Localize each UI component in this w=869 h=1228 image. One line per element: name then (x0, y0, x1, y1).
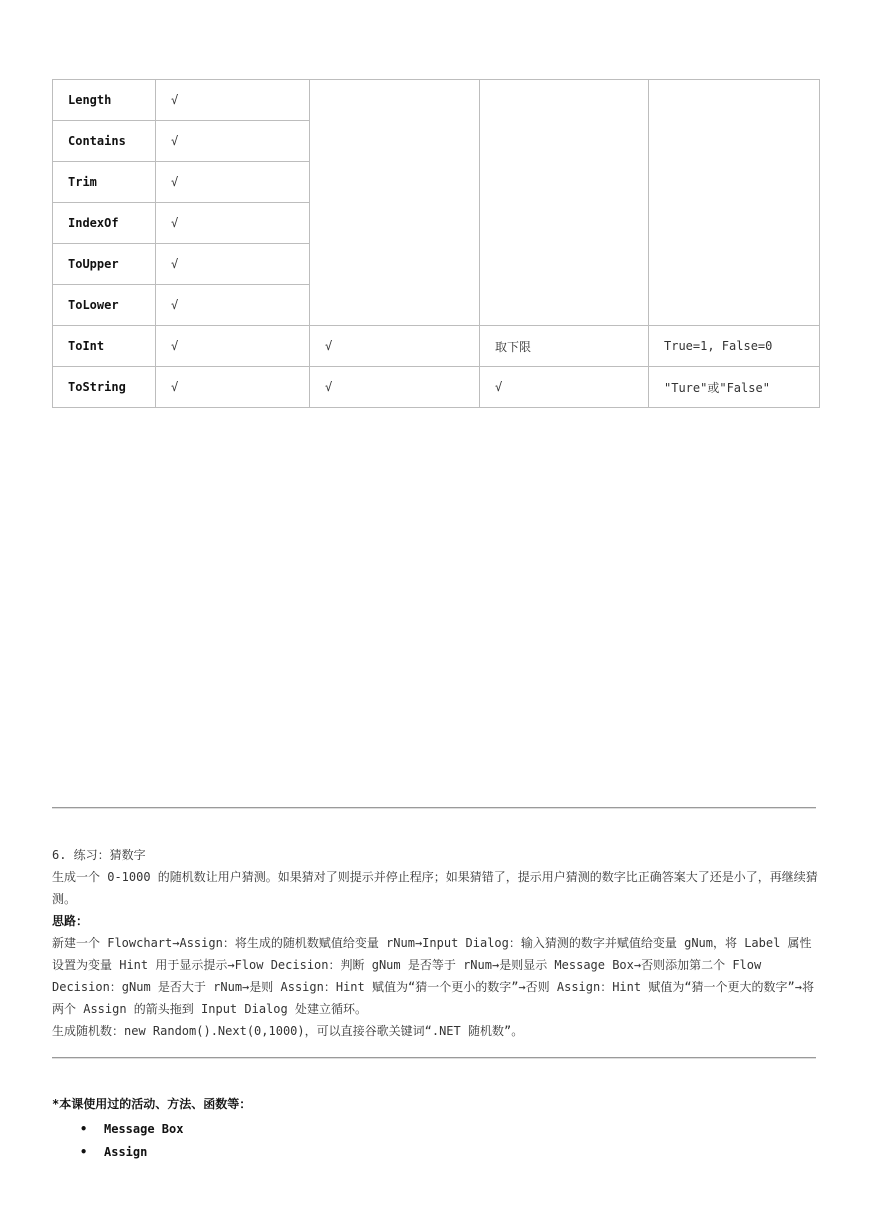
divider (52, 1057, 816, 1059)
check-mark: √ (156, 162, 310, 203)
list-item (80, 1141, 251, 1164)
summary-list (52, 1118, 251, 1164)
check-mark: √ (156, 203, 310, 244)
list-item-label: Message Box (104, 1122, 184, 1136)
exercise-description: 生成一个 0-1000 的随机数让用户猜测。如果猜对了则提示并停止程序；如果猜错了，提示用户猜测的数字比正确答案大了还是小了，再继续猜测。 (52, 870, 818, 906)
check-mark: √ (156, 244, 310, 285)
random-text: 生成随机数：new Random().Next(0,1000)，可以直接谷歌关键词“.NET 随机数”。 (52, 1024, 524, 1038)
table-cell-note: 取下限 (480, 326, 649, 367)
check-mark: √ (480, 367, 649, 408)
idea-label: 思路： (52, 914, 89, 928)
check-mark: √ (156, 80, 310, 121)
bullet-icon: • (80, 1145, 88, 1159)
table-row (53, 326, 820, 367)
function-name: ToString (53, 367, 156, 408)
list-item (80, 1118, 251, 1141)
function-name: ToInt (53, 326, 156, 367)
function-name: IndexOf (53, 203, 156, 244)
table-cell-note: True=1, False=0 (649, 326, 820, 367)
check-mark: √ (310, 367, 480, 408)
divider (52, 807, 816, 809)
bullet-icon: • (80, 1122, 88, 1136)
function-name: Length (53, 80, 156, 121)
table-row (53, 80, 820, 121)
function-name: Contains (53, 121, 156, 162)
function-name: ToUpper (53, 244, 156, 285)
summary-section (52, 1095, 251, 1164)
function-name: Trim (53, 162, 156, 203)
check-mark: √ (156, 285, 310, 326)
summary-heading: *本课使用过的活动、方法、函数等： (52, 1097, 252, 1111)
check-mark: √ (156, 367, 310, 408)
empty-cell (310, 80, 480, 326)
check-mark: √ (310, 326, 480, 367)
list-item-label: Assign (104, 1145, 148, 1159)
table-row (53, 367, 820, 408)
exercise-section (52, 844, 822, 1042)
function-table (52, 79, 820, 408)
exercise-title: 6. 练习：猜数字 (52, 848, 146, 862)
table-cell-note: "Ture"或"False" (649, 367, 820, 408)
function-name: ToLower (53, 285, 156, 326)
idea-text: 新建一个 Flowchart→Assign：将生成的随机数赋值给变量 rNum→Input Dialog：输入猜测的数字并赋值给变量 gNum，将 Label 属性设置为变量 Hint 用于显示提示→Flow Decision：判断 gNum 是否等于 rNum→是则显示 Message Box→否则添加第二个 Flow Decision：gNum 是否大于 rNum→是则 Assign：Hint 赋值为“猜一个更小的数字”→否则 Assign：Hint 赋值为“猜一个更大的数字”→将两个 Assign 的箭头拖到 Input Dialog 处建立循环。 (52, 936, 815, 1016)
empty-cell (480, 80, 649, 326)
check-mark: √ (156, 121, 310, 162)
check-mark: √ (156, 326, 310, 367)
empty-cell (649, 80, 820, 326)
